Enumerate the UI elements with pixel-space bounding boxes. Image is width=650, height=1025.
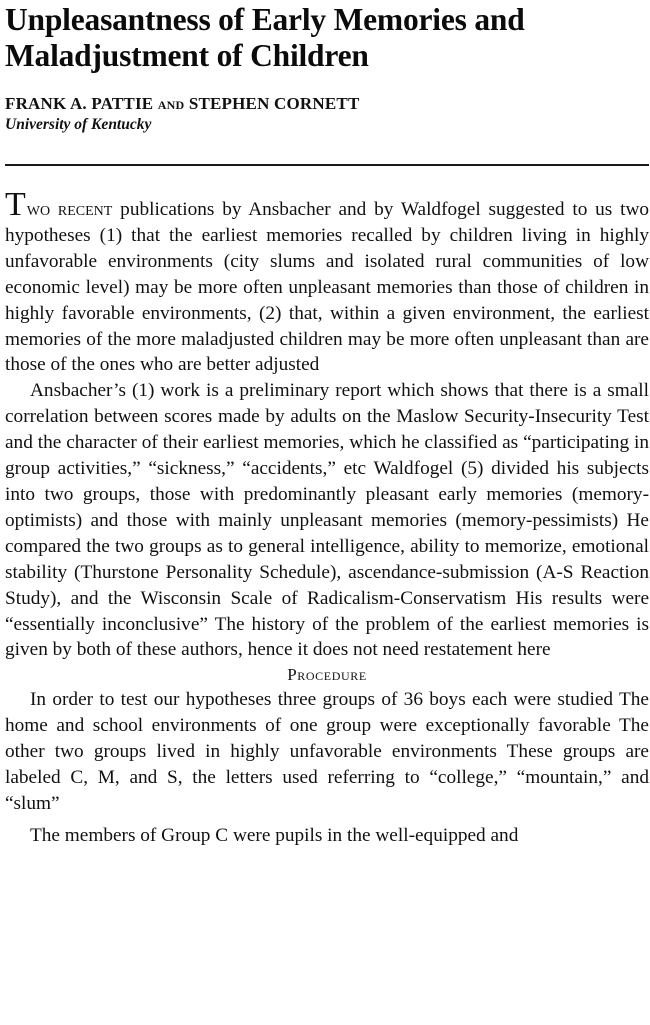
body-paragraph-4: The members of Group C were pupils in the well-equipped and bbox=[30, 824, 519, 846]
body-paragraph-1 bbox=[5, 186, 650, 378]
article-title-line-1: Unpleasantness of Early Memories and bbox=[5, 2, 525, 37]
author-affiliation: University of Kentucky bbox=[5, 116, 152, 133]
section-heading-procedure: Procedure bbox=[287, 665, 367, 685]
body-paragraph-3: In order to test our hypotheses three groups of 36 boys each were studied The home and school environments of one group were exceptionally favorable The other two groups lived in highly unfavorable environments These groups are labeled C, M, and S, the letters used referring to “college,” “mountain,” and “slum” bbox=[5, 689, 649, 814]
author-1: FRANK A. PATTIE bbox=[5, 94, 154, 113]
author-byline bbox=[5, 94, 649, 114]
article-title-line-2: Maladjustment of Children bbox=[5, 38, 369, 73]
article-page bbox=[5, 0, 649, 849]
article-body bbox=[5, 186, 650, 849]
header-divider bbox=[5, 164, 649, 166]
author-2: STEPHEN CORNETT bbox=[188, 94, 360, 113]
body-paragraph-1-text: publications by Ansbacher and by Waldfogel suggested to us two hypotheses (1) that the earliest memories recalled by children living in highly unfavorable environments (city slums and isolated rural communities of low economic level) may be more often unpleasant memories than those of children in highly favorable environments, (2) that, within a given environment, the earliest memories of the more maladjusted children may be more often unpleasant than are those of the ones who are better adjusted bbox=[5, 199, 650, 376]
body-paragraph-2: Ansbacher’s (1) work is a preliminary report which shows that there is a small correlation between scores made by adults on the Maslow Security-Insecurity Test and the character of their earliest memories, which he classified as “participating in group activities,” “sickness,” “accidents,” etc Waldfogel (5) divided his subjects into two groups, those with predominantly pleasant early memories (memory-optimists) and those with mainly unpleasant memories (memory-pessimists) He compared the two groups as to general intelligence, ability to memorize, emotional stability (Thurstone Personality Schedule), ascendance-submission (A-S Reaction Study), and the Wisconsin Scale of Radicalism-Conservatism His results were “essentially inconclusive” The history of the problem of the earliest memories is given by both of these authors, hence it does not need restatement here bbox=[5, 380, 649, 661]
lead-in-small-caps: wo recent bbox=[26, 199, 113, 220]
author-conjunction: and bbox=[157, 94, 185, 113]
article-title bbox=[5, 0, 649, 74]
drop-cap: T bbox=[5, 186, 27, 223]
